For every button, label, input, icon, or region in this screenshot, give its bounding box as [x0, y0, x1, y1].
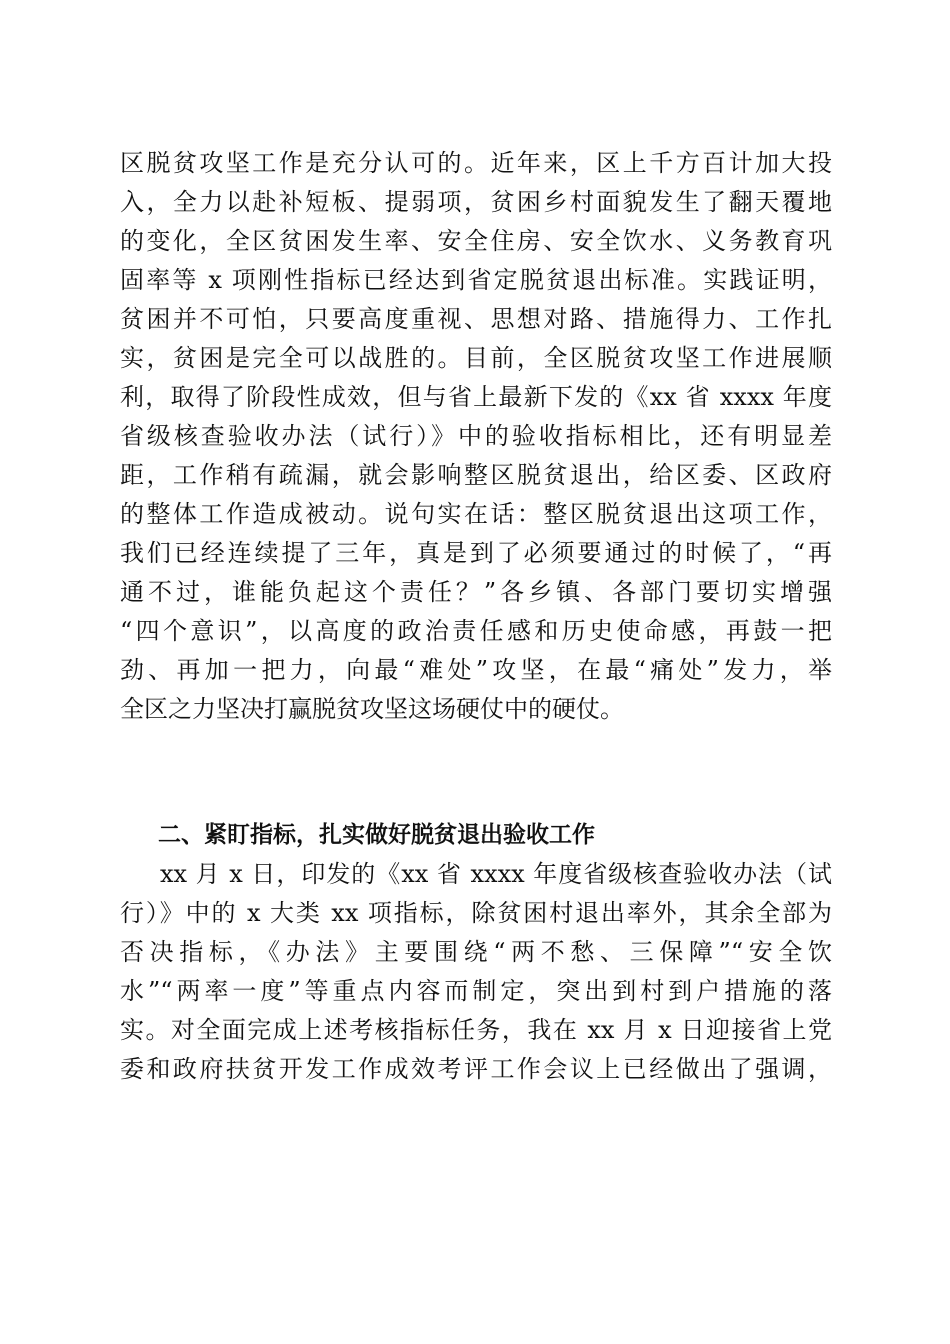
paragraph-line: “四个意识”，以高度的政治责任感和历史使命感，再鼓一把	[120, 617, 832, 645]
paragraph-line: 行）》中的 x 大类 xx 项指标，除贫困村退出率外，其余全部为	[120, 899, 832, 927]
paragraph-line: 的整体工作造成被动。说句实在话：整区脱贫退出这项工作，	[120, 500, 832, 528]
paragraph-line: 距，工作稍有疏漏，就会影响整区脱贫退出，给区委、区政府	[120, 461, 832, 489]
paragraph-line: 的变化，全区贫困发生率、安全住房、安全饮水、义务教育巩	[120, 227, 832, 255]
paragraph-line: xx 月 x 日，印发的《xx 省 xxxx 年度省级核查验收办法（试	[160, 860, 832, 888]
paragraph-line: 固率等 x 项刚性指标已经达到省定脱贫退出标准。实践证明，	[120, 266, 832, 294]
paragraph-line: 入，全力以赴补短板、提弱项，贫困乡村面貌发生了翻天覆地	[120, 188, 832, 216]
paragraph-line: 水”“两率一度”等重点内容而制定，突出到村到户措施的落	[120, 977, 832, 1005]
paragraph-1	[120, 144, 832, 729]
paragraph-line: 贫困并不可怕，只要高度重视、思想对路、措施得力、工作扎	[120, 305, 832, 333]
paragraph-line: 通不过，谁能负起这个责任？”各乡镇、各部门要切实增强	[120, 578, 832, 606]
paragraph-line: 否决指标，《办法》主要围绕“两不愁、三保障”“安全饮	[120, 938, 832, 966]
paragraph-line: 省级核查验收办法（试行）》中的验收指标相比，还有明显差	[120, 422, 832, 450]
paragraph-line: 利，取得了阶段性成效，但与省上最新下发的《xx 省 xxxx 年度	[120, 383, 832, 411]
paragraph-line: 劲、再加一把力，向最“难处”攻坚，在最“痛处”发力，举	[120, 656, 832, 684]
section-heading: 二、紧盯指标，扎实做好脱贫退出验收工作	[158, 822, 595, 848]
paragraph-line: 委和政府扶贫开发工作成效考评工作会议上已经做出了强调，	[120, 1055, 832, 1083]
paragraph-line: 我们已经连续提了三年，真是到了必须要通过的时候了，“再	[120, 539, 832, 567]
paragraph-line: 实。对全面完成上述考核指标任务，我在 xx 月 x 日迎接省上党	[120, 1016, 832, 1044]
paragraph-2	[120, 855, 832, 1089]
paragraph-line: 全区之力坚决打赢脱贫攻坚这场硬仗中的硬仗。	[120, 695, 624, 723]
paragraph-line: 实，贫困是完全可以战胜的。目前，全区脱贫攻坚工作进展顺	[120, 344, 832, 372]
paragraph-line: 区脱贫攻坚工作是充分认可的。近年来，区上千方百计加大投	[120, 149, 832, 177]
